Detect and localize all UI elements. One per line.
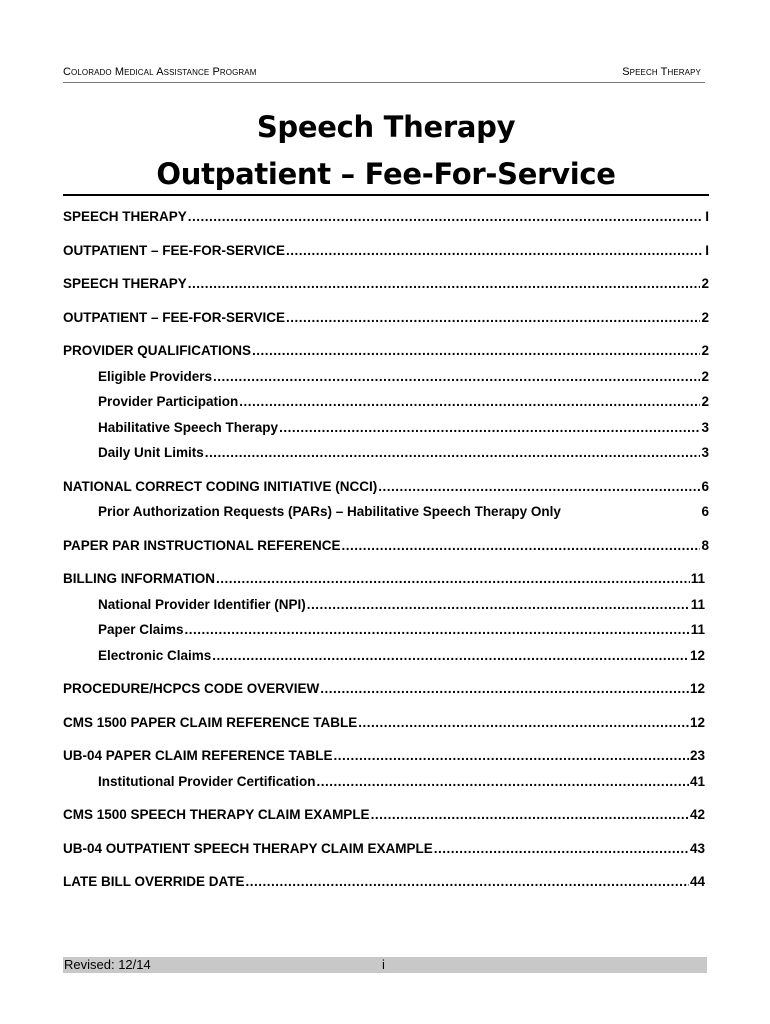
toc-leader-dots (188, 209, 702, 224)
toc-entry[interactable] (63, 209, 709, 229)
toc-page-number: 2 (701, 309, 709, 325)
toc-leader-dots (378, 479, 700, 494)
toc-page-number: 2 (701, 276, 709, 291)
toc-entry-label: PROVIDER QUALIFICATIONS (63, 343, 252, 358)
toc-leader-dots (358, 715, 689, 730)
toc-page-number: 6 (701, 478, 709, 494)
page-number: i (382, 957, 385, 972)
toc-leader-dots (205, 445, 701, 460)
page-footer (63, 957, 707, 973)
toc-page-number: 44 (689, 874, 705, 889)
toc-page-number: 42 (689, 807, 705, 822)
toc-entry[interactable] (63, 343, 709, 363)
toc-page-number: 11 (690, 571, 705, 586)
title-line-2: Outpatient – Fee-For-Service (156, 157, 616, 191)
toc-entry[interactable] (63, 538, 709, 558)
toc-leader-dots (188, 276, 701, 291)
toc-entry-label: Institutional Provider Certification (98, 773, 316, 789)
toc-entry-label: National Provider Identifier (NPI) (98, 596, 306, 612)
toc-leader-dots (342, 538, 701, 553)
header-section-name: Speech Therapy (622, 66, 701, 78)
toc-entry[interactable] (63, 571, 709, 591)
toc-entry-label: CMS 1500 PAPER CLAIM REFERENCE TABLE (63, 714, 358, 730)
toc-entry-label: Daily Unit Limits (98, 445, 204, 460)
toc-page-number: 2 (701, 368, 709, 384)
toc-subentry[interactable] (63, 445, 709, 465)
toc-subentry[interactable] (63, 504, 709, 524)
toc-page-number: 3 (701, 419, 709, 435)
toc-subentry[interactable] (63, 597, 709, 617)
toc-page-number: 41 (689, 773, 705, 789)
toc-page-number: 8 (701, 537, 709, 553)
toc-subentry[interactable] (63, 394, 709, 414)
toc-page-number: I (705, 209, 709, 224)
toc-page-number: I (705, 242, 709, 258)
toc-entry-label: UB-04 OUTPATIENT SPEECH THERAPY CLAIM EXAMPLE (63, 840, 433, 856)
toc-entry-label: Eligible Providers (98, 368, 213, 384)
header-program-name: Colorado Medical Assistance Program (63, 66, 257, 78)
document-title (63, 104, 709, 198)
toc-entry-label: SPEECH THERAPY (63, 209, 187, 224)
toc-entry[interactable] (63, 748, 709, 768)
toc-leader-dots (185, 622, 690, 637)
toc-entry-label: Electronic Claims (98, 647, 212, 663)
toc-subentry[interactable] (63, 648, 709, 668)
toc-page-number: 12 (689, 714, 705, 730)
running-header (63, 64, 705, 83)
title-divider (63, 194, 709, 196)
toc-leader-dots (252, 343, 700, 358)
toc-entry[interactable] (63, 276, 709, 296)
toc-entry[interactable] (63, 479, 709, 499)
toc-subentry[interactable] (63, 622, 709, 642)
toc-entry[interactable] (63, 715, 709, 735)
toc-leader-dots (286, 243, 702, 258)
toc-leader-dots (317, 774, 689, 789)
toc-entry-label: LATE BILL OVERRIDE DATE (63, 874, 245, 889)
toc-entry[interactable] (63, 874, 709, 894)
toc-leader-dots (239, 394, 700, 409)
toc-entry[interactable] (63, 681, 709, 701)
toc-entry-label: CMS 1500 SPEECH THERAPY CLAIM EXAMPLE (63, 807, 370, 822)
toc-leader-dots (286, 310, 700, 325)
toc-page-number: 3 (701, 445, 709, 460)
toc-page-number: 23 (689, 748, 705, 763)
toc-leader-dots (279, 420, 700, 435)
toc-leader-dots (246, 874, 689, 889)
toc-page-number: 12 (689, 681, 705, 696)
toc-page-number: 43 (689, 840, 705, 856)
toc-entry-label: BILLING INFORMATION (63, 571, 215, 586)
toc-page-number: 6 (701, 504, 709, 519)
toc-page-number: 11 (690, 596, 705, 612)
toc-page-number: 2 (701, 394, 709, 409)
toc-leader-dots (334, 748, 689, 763)
title-line-1: Speech Therapy (256, 110, 516, 144)
toc-subentry[interactable] (63, 774, 709, 794)
toc-entry-label: PROCEDURE/HCPCS CODE OVERVIEW (63, 681, 320, 696)
toc-leader-dots (371, 807, 689, 822)
toc-entry[interactable] (63, 807, 709, 827)
toc-subentry[interactable] (63, 420, 709, 440)
toc-page-number: 2 (701, 343, 709, 358)
table-of-contents (63, 209, 709, 894)
toc-entry-label: SPEECH THERAPY (63, 276, 187, 291)
toc-entry-label: Prior Authorization Requests (PARs) – Habilitative Speech Therapy Only (98, 504, 561, 519)
toc-entry-label: OUTPATIENT – FEE-FOR-SERVICE (63, 309, 286, 325)
toc-page-number: 11 (690, 622, 705, 637)
toc-entry-label: Provider Participation (98, 394, 239, 409)
toc-entry-label: Paper Claims (98, 622, 184, 637)
toc-entry[interactable] (63, 310, 709, 330)
toc-entry-label: PAPER PAR INSTRUCTIONAL REFERENCE (63, 537, 341, 553)
toc-leader-dots (434, 841, 689, 856)
toc-entry-label: Habilitative Speech Therapy (98, 419, 279, 435)
toc-leader-dots (320, 681, 689, 696)
toc-leader-dots (307, 597, 690, 612)
toc-subentry[interactable] (63, 369, 709, 389)
revision-date: Revised: 12/14 (64, 957, 151, 972)
toc-leader-dots (212, 648, 689, 663)
toc-entry-label: UB-04 PAPER CLAIM REFERENCE TABLE (63, 748, 333, 763)
toc-entry-label: NATIONAL CORRECT CODING INITIATIVE (NCCI) (63, 478, 378, 494)
toc-leader-dots (213, 369, 700, 384)
toc-entry-label: OUTPATIENT – FEE-FOR-SERVICE (63, 242, 286, 258)
toc-page-number: 12 (689, 647, 705, 663)
toc-leader-dots (216, 571, 690, 586)
toc-entry[interactable] (63, 841, 709, 861)
toc-entry[interactable] (63, 243, 709, 263)
